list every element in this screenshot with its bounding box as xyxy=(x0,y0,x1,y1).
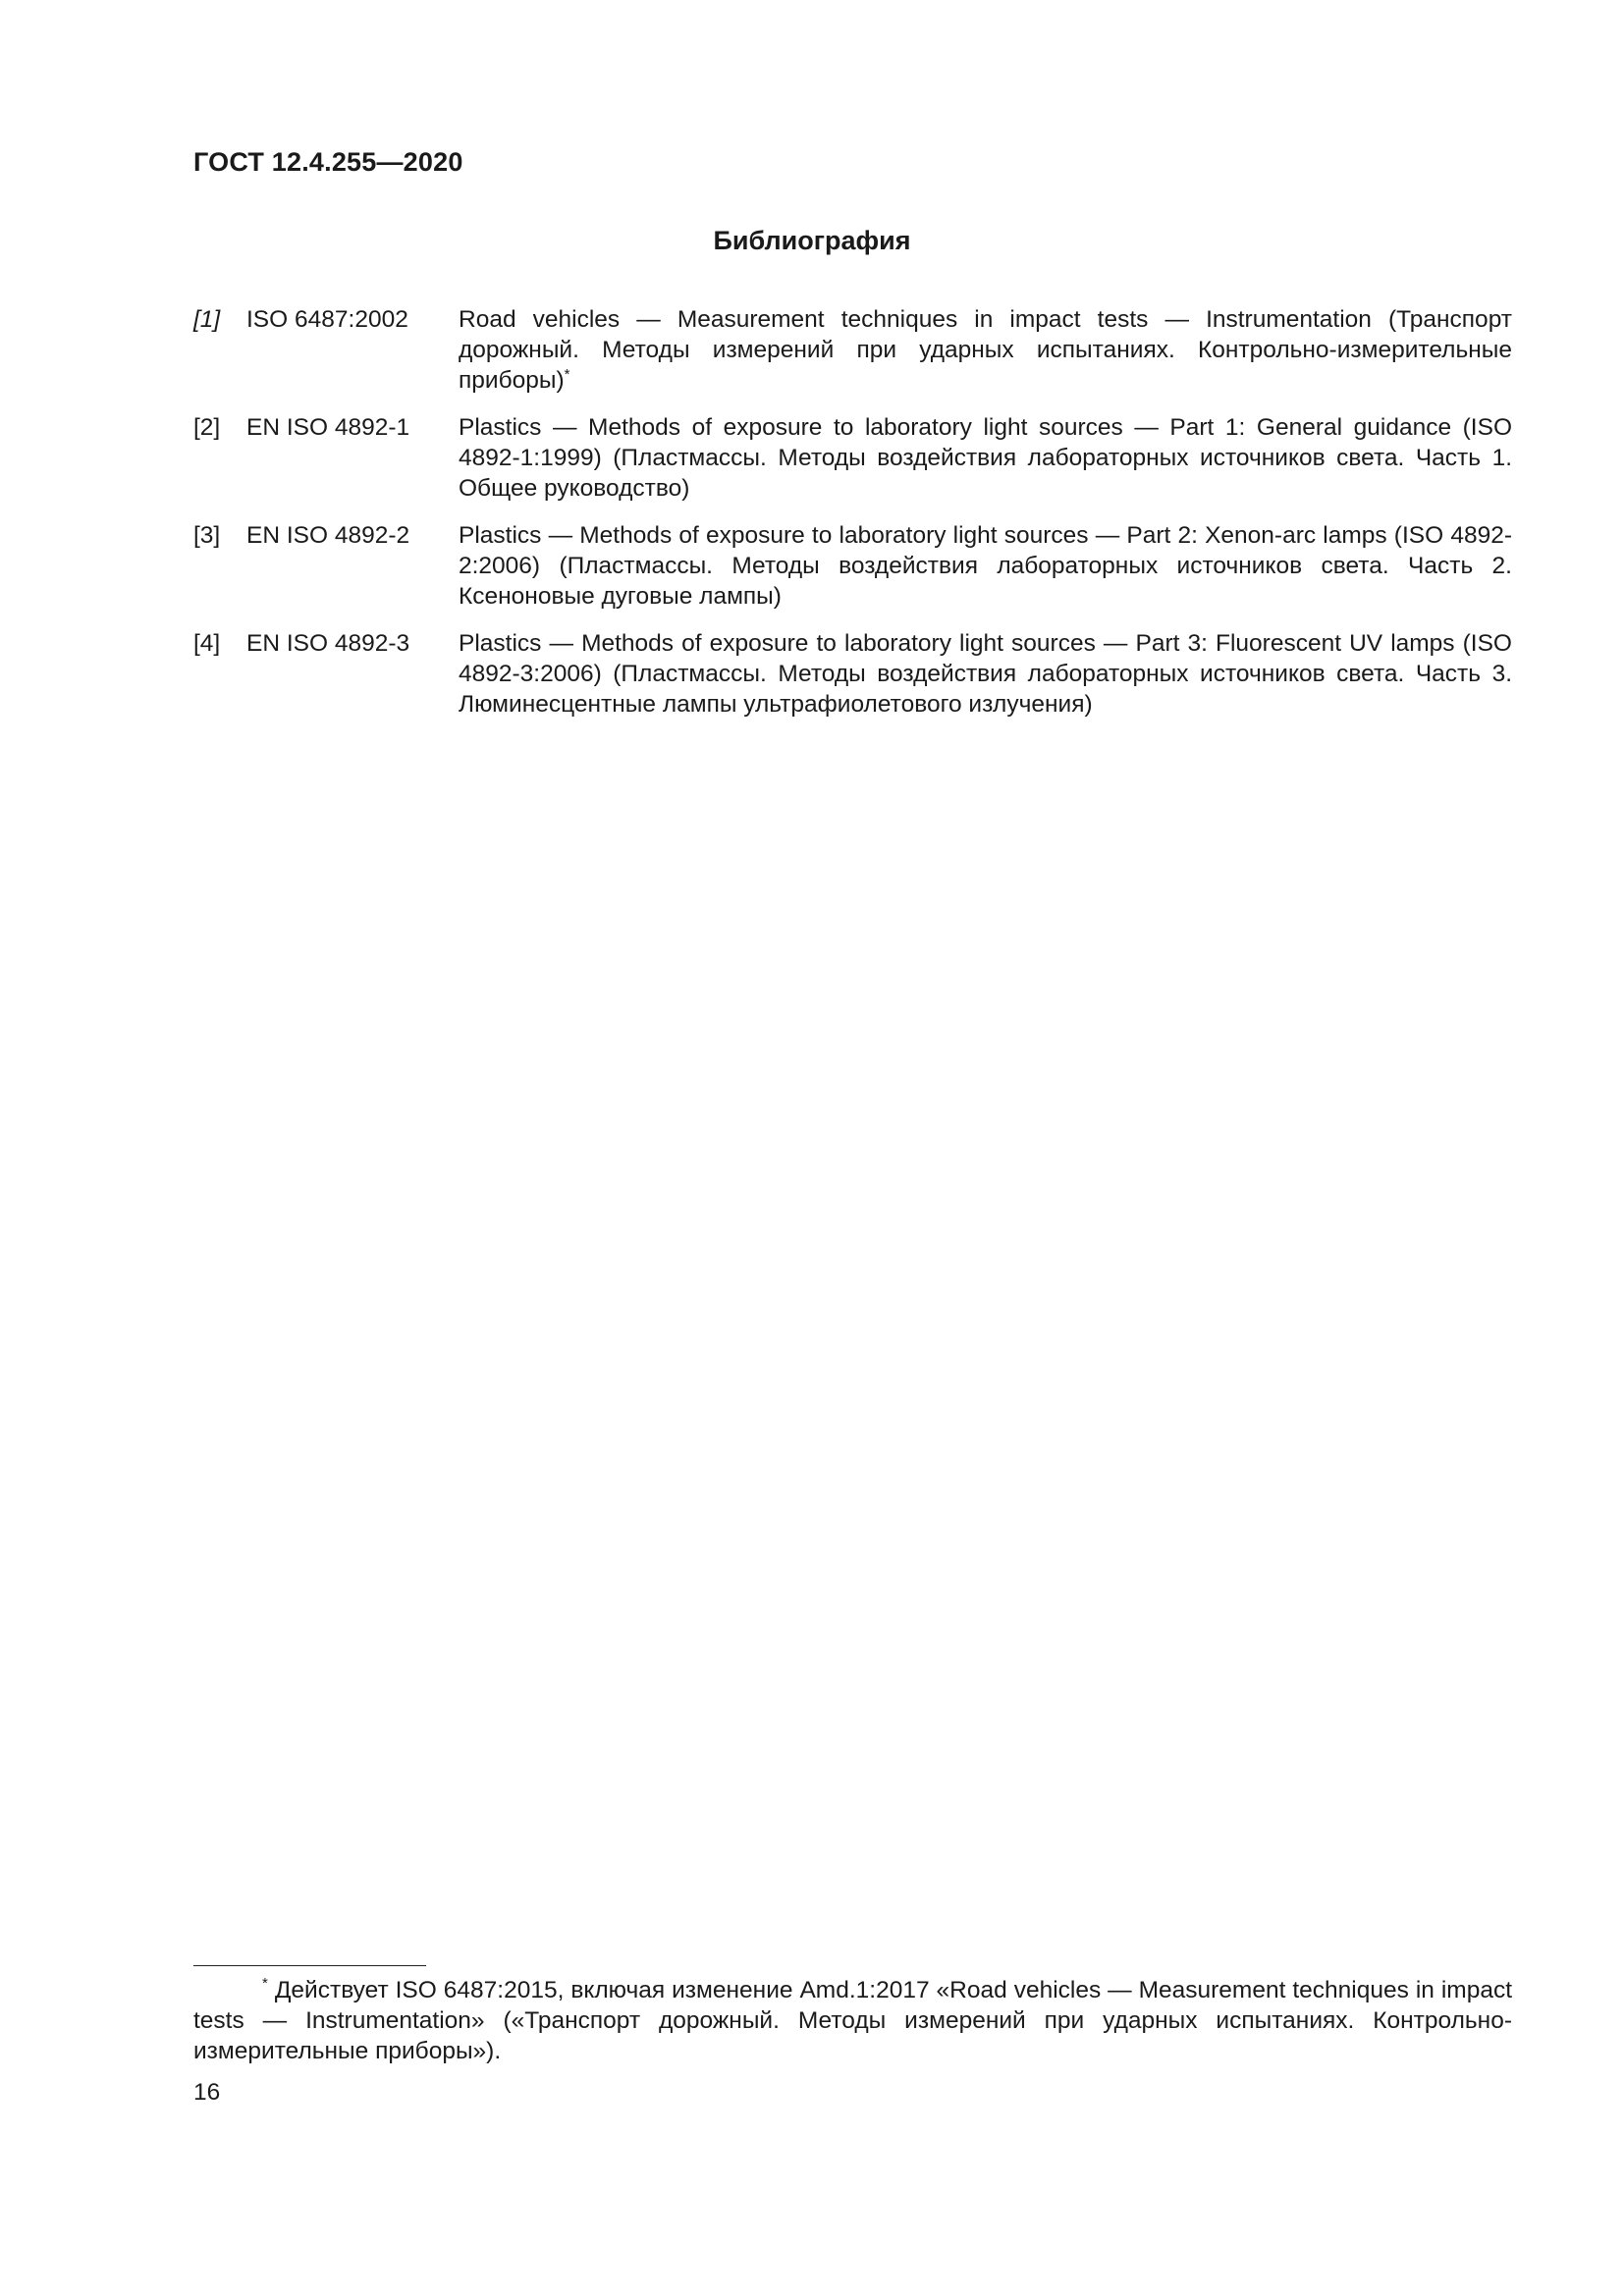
bibliography-entry-2 xyxy=(193,412,1512,504)
entry-text-container xyxy=(459,304,1512,396)
footnote-mark: * xyxy=(262,1975,268,1992)
entry-code: ISO 6487:2002 xyxy=(246,306,408,333)
bibliography-entry-1 xyxy=(193,304,1512,396)
bibliography-entry-4 xyxy=(193,628,1512,720)
footnote-divider xyxy=(193,1965,426,1966)
bibliography-list xyxy=(193,304,1512,736)
entry-text: Plastics — Methods of exposure to laboratory light sources — Part 3: Fluorescent UV lamps (ISO 4892-3:2006) (Пластмассы. Методы воздействия лабораторных источников света. Часть 3. Люминесцентные лампы ультрафиолетового излучения) xyxy=(459,630,1512,718)
entry-text: Plastics — Methods of exposure to laboratory light sources — Part 2: Xenon-arc lamps (ISO 4892-2:2006) (Пластмассы. Методы воздействия лабораторных источников света. Часть 2. Ксеноновые дуговые лампы) xyxy=(459,522,1512,610)
entry-text: Road vehicles — Measurement techniques in impact tests — Instrumentation (Транспорт дорожный. Методы измерений при ударных испытаниях. Контрольно-измерительные приборы) xyxy=(459,306,1512,394)
entry-number: [4] xyxy=(193,630,221,657)
footnote-reference-mark: * xyxy=(564,366,570,383)
entry-number: [3] xyxy=(193,522,221,549)
entry-number: [1] xyxy=(193,306,221,333)
entry-code: EN ISO 4892-3 xyxy=(246,630,410,657)
entry-code: EN ISO 4892-2 xyxy=(246,522,410,549)
footnote-text: Действует ISO 6487:2015, включая изменение Amd.1:2017 «Road vehicles — Measurement techniques in impact tests — Instrumentation» («Транспорт дорожный. Методы измерений при ударных испытаниях. Контрольно-измерительные приборы»). xyxy=(193,1977,1513,2064)
page-number: 16 xyxy=(193,2079,221,2106)
entry-code: EN ISO 4892-1 xyxy=(246,414,410,441)
page-header-standard-id: ГОСТ 12.4.255—2020 xyxy=(193,147,463,177)
footnote xyxy=(193,1975,1512,2066)
entry-text: Plastics — Methods of exposure to laboratory light sources — Part 1: General guidance (ISO 4892-1:1999) (Пластмассы. Методы воздействия лабораторных источников света. Часть 1. Общее руководство) xyxy=(459,414,1512,502)
entry-number: [2] xyxy=(193,414,221,441)
section-title: Библиография xyxy=(713,226,911,255)
bibliography-entry-3 xyxy=(193,520,1512,612)
